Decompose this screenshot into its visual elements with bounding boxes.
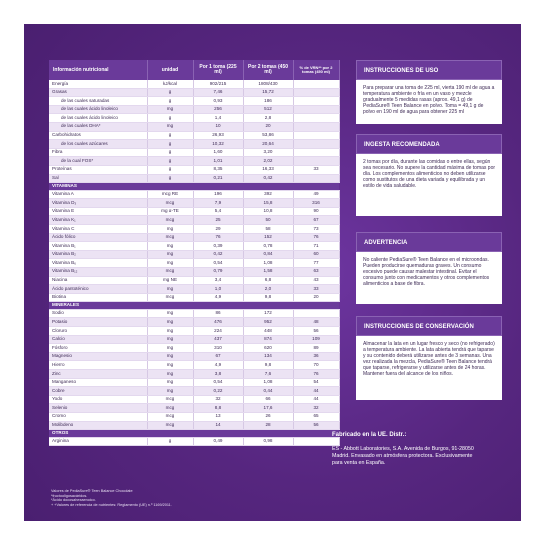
value-nrv-percent: 76 [293,370,339,379]
nutrient-name: Cromo [49,412,147,421]
manufacturer-info [332,432,478,467]
nutrient-unit: mg α-TE [147,207,193,216]
table-row [49,242,339,251]
value-nrv-percent: 54 [293,378,339,387]
box-title: ADVERTENCIA [356,232,502,252]
value-per-1-serving: 310 [193,344,243,353]
nutrient-unit: mcg [147,404,193,413]
nutrient-unit: mg [147,361,193,370]
nutrient-name: Cloruro [49,327,147,336]
footnote: + +Valores de referencia de nutrientes: Reglamento (UE) n.º 1169/2011. [51,502,172,507]
value-per-2-servings: 0,42 [243,174,293,183]
value-per-2-servings: 1,08 [243,259,293,268]
value-nrv-percent: 56 [293,421,339,430]
nutrient-name: de las cuales ácido linoleico [49,114,147,123]
value-per-2-servings: 16,33 [243,165,293,174]
nutrient-unit: mg NE [147,276,193,285]
value-per-1-serving: 437 [193,335,243,344]
box-body: Almacenar la lata en un lugar fresco y seco (no refrigerado) a temperatura ambiente. La lata abierta tendrá que taparse y su contenido deberá utilizarse antes de 3 semanas. Una vez realizada la mezcla, PediaSure® Teen Balance tendrá que taparse, refrigerarse y utilizarse antes de 24 horas. Mantener fuera del alcance de los niños. [356,336,502,400]
value-per-1-serving: 1,60 [193,148,243,157]
nutrient-unit: mcg [147,293,193,302]
value-per-2-servings: 152 [243,233,293,242]
value-per-1-serving: 476 [193,318,243,327]
table-row [49,370,339,379]
nutrient-unit: g [147,157,193,166]
nutrient-unit: mcg [147,395,193,404]
nutrient-unit: mg [147,318,193,327]
table-row [49,276,339,285]
nutrient-name: Sodio [49,309,147,318]
value-per-1-serving: 256 [193,105,243,114]
nutrient-unit: mcg [147,412,193,421]
value-per-1-serving: 7,46 [193,88,243,97]
table-row [49,378,339,387]
section-title: VITAMINAS [49,183,339,191]
value-per-2-servings: 1,58 [243,267,293,276]
value-nrv-percent [293,80,339,88]
value-nrv-percent [293,309,339,318]
header-per-2-servings: Por 2 tomas (450 ml) [243,60,293,80]
table-row [49,233,339,242]
warning-box [356,232,502,304]
nutrient-name: Cobre [49,387,147,396]
nutrient-name: Vitamina B₁ [49,242,147,251]
nutrient-unit: mg [147,259,193,268]
box-title: INSTRUCCIONES DE USO [356,60,502,80]
nutrient-unit: mcg [147,421,193,430]
value-nrv-percent: 56 [293,327,339,336]
value-nrv-percent: 63 [293,267,339,276]
label-panel [24,24,521,521]
value-nrv-percent: 90 [293,207,339,216]
nutrient-name: Vitamina C [49,225,147,234]
nutrient-name: Vitamina B₆ [49,259,147,268]
nutrient-unit: mcg [147,216,193,225]
value-nrv-percent [293,157,339,166]
box-body: 2 tomas por día, durante las comidas o entre ellas, según sea necesario. No supere la cantidad máxima de tomas por día. Los complementos alimenticios no deben utilizarse como sustitutos de una dieta variada y equilibrada y un estilo de vida saludable. [356,154,502,216]
nutrient-unit: mg [147,352,193,361]
nutrient-unit: mg [147,122,193,131]
value-per-2-servings: 50 [243,216,293,225]
value-per-1-serving: 76 [193,233,243,242]
table-row [49,421,339,430]
value-per-1-serving: 902/215 [193,80,243,88]
table-row [49,225,339,234]
value-per-2-servings: 15,72 [243,88,293,97]
value-per-1-serving: 4,9 [193,361,243,370]
section-header [49,302,339,310]
footnotes [51,489,341,507]
value-per-1-serving: 0,21 [193,174,243,183]
value-per-2-servings: 874 [243,335,293,344]
header-nrv-percent: % de VRN** por 2 tomas (450 ml) [293,60,339,80]
nutrient-name: Yodo [49,395,147,404]
nutrient-unit: mg [147,378,193,387]
value-per-2-servings: 53,86 [243,131,293,140]
nutrient-name: Zinc [49,370,147,379]
nutrient-name: Vitamina D₃ [49,199,147,208]
manufacturer-body: ES - Abbott Laboratories, S.A. Avenida de Burgos, 91-28050 Madrid. Envasado en atmósfera protectora. Exclusivamente para venta en España. [332,446,474,466]
table-row [49,344,339,353]
value-nrv-percent [293,105,339,114]
nutrient-unit: mg [147,335,193,344]
nutrient-unit: g [147,140,193,149]
value-per-2-servings: 66 [243,395,293,404]
value-per-1-serving: 0,42 [193,250,243,259]
value-per-1-serving: 26,93 [193,131,243,140]
value-per-1-serving: 3,8 [193,370,243,379]
nutrient-name: Ácido fólico [49,233,147,242]
table-row [49,140,339,149]
nutrient-name: Vitamina K₁ [49,216,147,225]
nutrient-name: de las cuales ácido linoleico [49,105,147,114]
header-unit: unidad [147,60,193,80]
value-per-2-servings: 28 [243,421,293,430]
value-per-2-servings: 2,8 [243,114,293,123]
section-header [49,430,339,438]
box-title: INSTRUCCIONES DE CONSERVACIÓN [356,316,502,336]
table-row [49,437,339,446]
value-per-1-serving: 0,93 [193,97,243,106]
table-row [49,105,339,114]
table-row [49,174,339,183]
value-nrv-percent: 70 [293,361,339,370]
table-row [49,207,339,216]
table-row [49,352,339,361]
value-per-1-serving: 29 [193,225,243,234]
table-row [49,216,339,225]
value-per-2-servings: 10,8 [243,207,293,216]
section-title: OTROS [49,430,339,438]
table-row [49,267,339,276]
nutrient-name: Selenio [49,404,147,413]
table-row [49,97,339,106]
table-row [49,395,339,404]
value-per-2-servings: 0,44 [243,387,293,396]
value-per-2-servings: 7,6 [243,370,293,379]
nutrient-name: Ácido pantoténico [49,285,147,294]
footnote: *Ácido docosahexaenoico. [51,498,96,503]
value-nrv-percent [293,131,339,140]
nutrient-unit: mg [147,285,193,294]
table-row [49,335,339,344]
value-nrv-percent: 33 [293,285,339,294]
value-per-1-serving: 4,9 [193,293,243,302]
value-per-2-servings: 2,0 [243,285,293,294]
value-nrv-percent: 43 [293,276,339,285]
footnote: *fructooligosacáridos. [51,493,88,498]
table-row [49,199,339,208]
value-per-2-servings: 134 [243,352,293,361]
value-nrv-percent: 73 [293,225,339,234]
nutrient-unit: g [147,88,193,97]
value-nrv-percent [293,97,339,106]
nutrient-unit: g [147,437,193,446]
nutrient-name: Proteínas [49,165,147,174]
value-nrv-percent: 36 [293,352,339,361]
table-row [49,131,339,140]
value-per-1-serving: 0,54 [193,259,243,268]
footnote: Valores de PediaSure® Teen Balance Chocolate [51,489,133,493]
value-per-1-serving: 25 [193,216,243,225]
nutrient-name: Magnesio [49,352,147,361]
nutrient-name: de la cual FOS* [49,157,147,166]
nutrient-unit: mg [147,370,193,379]
value-nrv-percent: 44 [293,387,339,396]
table-row [49,122,339,131]
nutrient-unit: g [147,174,193,183]
nutrient-name: Vitamina E [49,207,147,216]
value-per-1-serving: 1,0 [193,285,243,294]
table-row [49,259,339,268]
table-row [49,293,339,302]
value-nrv-percent [293,148,339,157]
value-per-2-servings: 3,20 [243,148,293,157]
value-per-1-serving: 3,4 [193,276,243,285]
nutrient-name: Arginina [49,437,147,446]
table-row [49,88,339,97]
nutrition-table-header [49,60,339,80]
value-per-1-serving: 8,8 [193,404,243,413]
table-row [49,318,339,327]
value-per-2-servings: 0,98 [243,437,293,446]
value-nrv-percent: 60 [293,250,339,259]
value-per-1-serving: 0,54 [193,378,243,387]
value-per-2-servings: 15,8 [243,199,293,208]
nutrient-unit: mg [147,387,193,396]
nutrient-unit: mcg [147,199,193,208]
box-body: No caliente PediaSure® Teen Balance en el microondas. Pueden producirse quemaduras graves. Un consumo excesivo puede causar malestar intestinal. Evitar el consumo junto con medicamentos y otros complementos alimenticios a base de fibra. [356,252,502,304]
value-nrv-percent [293,114,339,123]
section-title: MINERALES [49,302,339,310]
table-row [49,114,339,123]
manufacturer-title: Fabricado en la UE. Distr.: [332,432,407,438]
value-nrv-percent: 316 [293,199,339,208]
storage-instructions-box [356,316,502,400]
nutrient-name: de los cuales azúcares [49,140,147,149]
table-row [49,404,339,413]
value-per-1-serving: 224 [193,327,243,336]
nutrient-unit: mg [147,344,193,353]
nutrient-unit: g [147,114,193,123]
value-nrv-percent: 32 [293,404,339,413]
value-nrv-percent: 71 [293,242,339,251]
value-per-1-serving: 0,39 [193,242,243,251]
nutrient-unit: mcg [147,267,193,276]
nutrient-unit: mg [147,242,193,251]
nutrient-name: de las cuales saturadas [49,97,147,106]
recommended-intake-box [356,134,502,216]
nutrition-table-body [49,80,339,446]
nutrition-table [49,60,340,446]
nutrient-name: Niacina [49,276,147,285]
value-per-1-serving: 10 [193,122,243,131]
nutrient-name: Vitamina B₁₂ [49,267,147,276]
value-nrv-percent: 76 [293,233,339,242]
nutrient-unit: mg [147,327,193,336]
value-nrv-percent: 44 [293,395,339,404]
value-per-1-serving: 8,35 [193,165,243,174]
nutrient-name: Calcio [49,335,147,344]
nutrient-name: Sal [49,174,147,183]
box-body: Para preparar una toma de 225 ml, vierta 190 ml de agua a temperatura ambiente o fría en un vaso y mezcle gradualmente 5 medidas rasas (aprox. 49,1 g) de PediaSure® Teen Balance en polvo. Toma = 49,1 g de polvo en 190 ml de agua para obtener 225 ml [356,80,502,124]
value-nrv-percent: 65 [293,412,339,421]
nutrient-name: Potasio [49,318,147,327]
value-per-2-servings: 512 [243,105,293,114]
value-per-2-servings: 0,84 [243,250,293,259]
nutrient-name: Biotina [49,293,147,302]
value-nrv-percent [293,174,339,183]
value-nrv-percent: 109 [293,335,339,344]
value-nrv-percent: 67 [293,216,339,225]
value-per-1-serving: 32 [193,395,243,404]
value-per-2-servings: 448 [243,327,293,336]
value-per-1-serving: 0,79 [193,267,243,276]
table-row [49,80,339,88]
nutrient-name: Fósforo [49,344,147,353]
table-row [49,361,339,370]
nutrient-name: Hierro [49,361,147,370]
box-title: INGESTA RECOMENDADA [356,134,502,154]
nutrient-unit: kJ/kcal [147,80,193,88]
value-per-2-servings: 620 [243,344,293,353]
value-nrv-percent: 33 [293,165,339,174]
value-per-1-serving: 1,4 [193,114,243,123]
nutrient-unit: mg [147,105,193,114]
value-per-2-servings: 392 [243,190,293,199]
value-per-2-servings: 2,02 [243,157,293,166]
value-per-1-serving: 5,4 [193,207,243,216]
value-nrv-percent: 77 [293,259,339,268]
value-per-2-servings: 9,8 [243,361,293,370]
value-nrv-percent [293,88,339,97]
nutrient-unit: g [147,97,193,106]
nutrient-unit: g [147,165,193,174]
value-nrv-percent: 49 [293,190,339,199]
value-nrv-percent: 20 [293,293,339,302]
table-row [49,190,339,199]
value-per-2-servings: 1808/430 [243,80,293,88]
nutrient-unit: mcg [147,233,193,242]
nutrient-name: Manganeso [49,378,147,387]
nutrient-name: Molibdeno [49,421,147,430]
value-per-1-serving: 1,01 [193,157,243,166]
value-nrv-percent [293,140,339,149]
nutrient-unit: mcg RE [147,190,193,199]
header-nutrient: Información nutricional [49,60,147,80]
value-per-2-servings: 20,64 [243,140,293,149]
value-per-1-serving: 7,9 [193,199,243,208]
value-per-2-servings: 6,8 [243,276,293,285]
nutrient-name: Fibra [49,148,147,157]
table-row [49,309,339,318]
value-per-2-servings: 1,08 [243,378,293,387]
value-nrv-percent: 89 [293,344,339,353]
table-row [49,157,339,166]
nutrient-name: Energía [49,80,147,88]
table-row [49,387,339,396]
nutrient-name: Grasas [49,88,147,97]
nutrient-unit: g [147,131,193,140]
table-row [49,412,339,421]
nutrient-name: Carbohidratos [49,131,147,140]
nutrient-unit: mg [147,309,193,318]
value-per-2-servings: 952 [243,318,293,327]
value-per-2-servings: 17,6 [243,404,293,413]
value-per-1-serving: 196 [193,190,243,199]
nutrient-name: Vitamina B₂ [49,250,147,259]
header-per-1-serving: Por 1 toma (225 ml) [193,60,243,80]
value-per-1-serving: 0,22 [193,387,243,396]
value-per-2-servings: 26 [243,412,293,421]
table-row [49,327,339,336]
value-nrv-percent: 48 [293,318,339,327]
value-per-1-serving: 13 [193,412,243,421]
table-row [49,285,339,294]
nutrient-name: Vitamina A [49,190,147,199]
value-per-2-servings: 172 [243,309,293,318]
nutrient-unit: g [147,148,193,157]
value-per-1-serving: 0,49 [193,437,243,446]
usage-instructions-box [356,60,502,124]
value-per-2-servings: 58 [243,225,293,234]
value-per-2-servings: 0,78 [243,242,293,251]
table-row [49,250,339,259]
value-per-2-servings: 186 [243,97,293,106]
nutrient-unit: mg [147,225,193,234]
value-per-1-serving: 10,32 [193,140,243,149]
value-per-2-servings: 9,8 [243,293,293,302]
table-row [49,165,339,174]
nutrient-name: de las cuales DHA* [49,122,147,131]
value-per-1-serving: 86 [193,309,243,318]
value-per-1-serving: 14 [193,421,243,430]
table-row [49,148,339,157]
value-nrv-percent [293,122,339,131]
value-per-2-servings: 20 [243,122,293,131]
nutrient-unit: mg [147,250,193,259]
section-header [49,183,339,191]
value-per-1-serving: 67 [193,352,243,361]
